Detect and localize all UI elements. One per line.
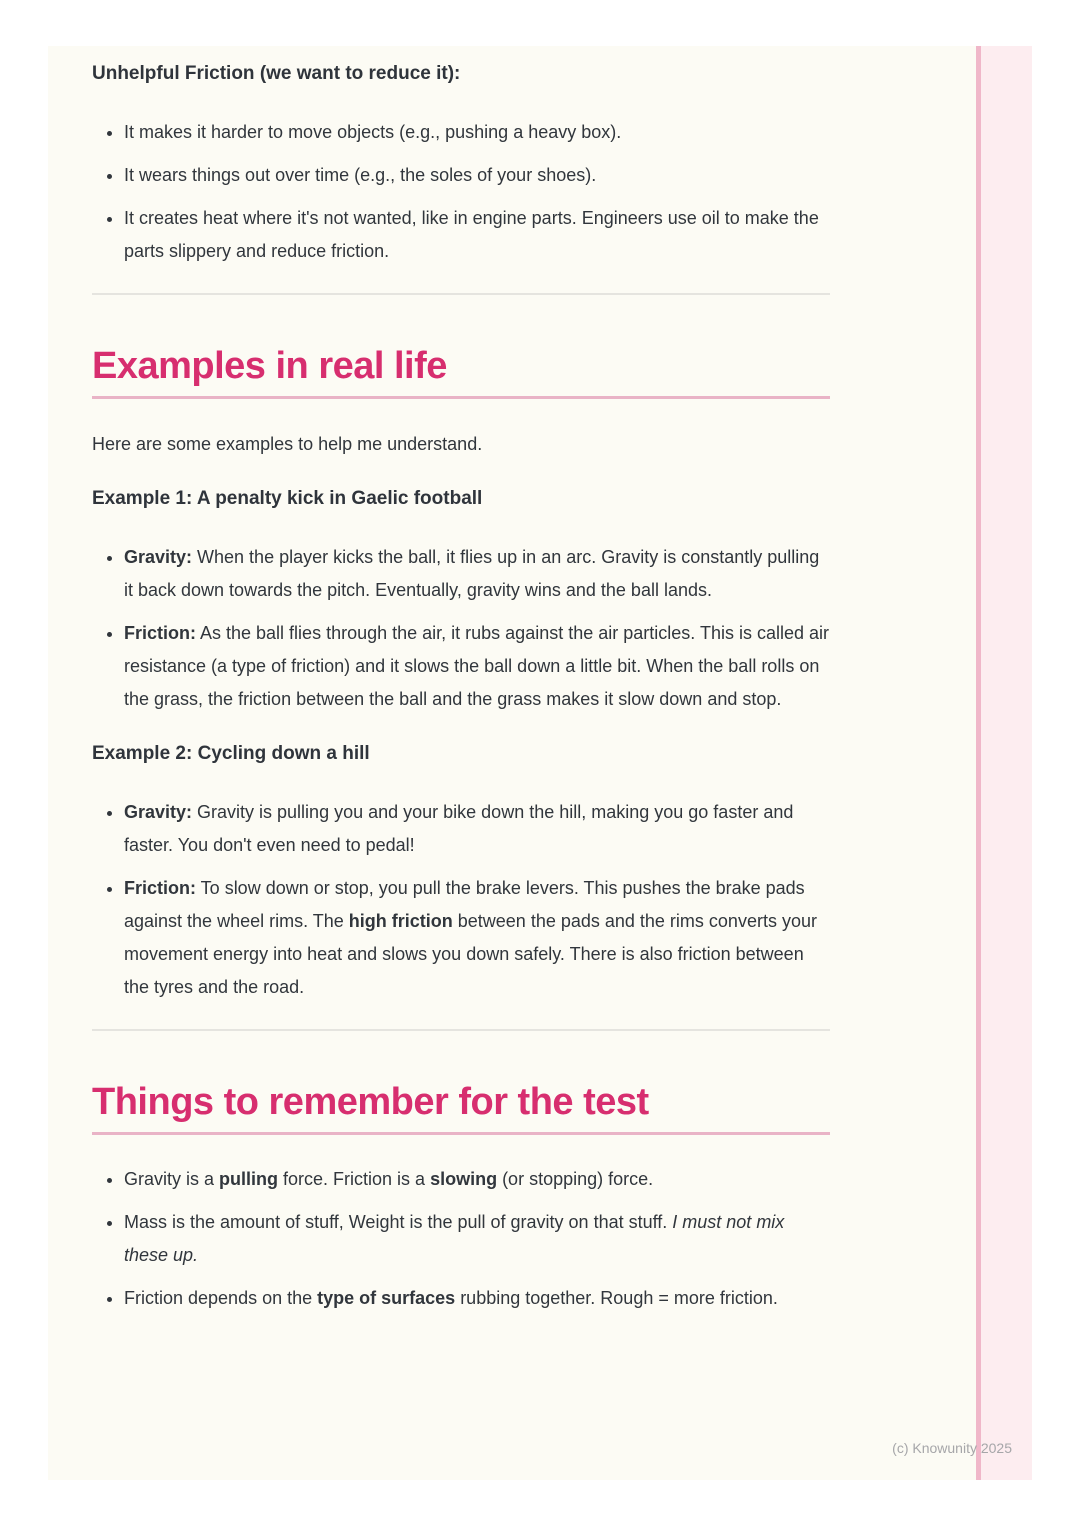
document-page [48,46,1032,1480]
list-item [124,202,830,268]
list-item-text: Gravity is a [124,1169,220,1189]
list-item-text: It creates heat where it's not wanted, like in engine parts. Engineers use oil to make the parts slippery and reduce friction. [124,208,819,261]
list-item-text: Gravity is pulling you and your bike down the hill, making you go faster and faster. You don't even need to pedal! [124,802,794,855]
list-item-text: When the player kicks the ball, it flies up in an arc. Gravity is constantly pulling it back down towards the pitch. Eventually, gravity wins and the ball lands. [124,547,820,600]
bold-label-gravity: Gravity: [124,802,193,822]
list-item-text: It wears things out over time (e.g., the soles of your shoes). [124,165,597,185]
bold-inline-slowing: slowing [430,1169,498,1189]
list-item-text: Mass is the amount of stuff, Weight is the pull of gravity on that stuff. [124,1212,673,1232]
copyright-footer: (c) Knowunity 2025 [892,1440,1012,1456]
list-item [124,1163,830,1196]
list-item-text: As the ball flies through the air, it rubs against the air particles. This is called air resistance (a type of friction) and it slows the ball down a little bit. When the ball rolls on the grass, the friction between the ball and the grass makes it slow down and stop. [124,623,829,709]
things-to-remember-list [92,1163,830,1315]
list-item-text: It makes it harder to move objects (e.g., pushing a heavy box). [124,122,622,142]
list-item-text: force. Friction is a [278,1169,431,1189]
document-content [92,46,830,1315]
list-item [124,159,830,192]
italic-note: I must not mix these up. [124,1212,785,1265]
example-1-list [92,541,830,716]
list-item-text: (or stopping) force. [497,1169,654,1189]
bold-label-gravity: Gravity: [124,547,193,567]
list-item [124,1282,830,1315]
list-item-text: rubbing together. Rough = more friction. [455,1288,778,1308]
section-divider [92,293,830,295]
bold-label-friction: Friction: [124,878,196,898]
section-divider [92,1029,830,1031]
example-2-list [92,796,830,1004]
subheading-unhelpful-friction: Unhelpful Friction (we want to reduce it): [92,63,461,84]
bold-inline-pulling: pulling [219,1169,279,1189]
bold-inline-type-of-surfaces: type of surfaces [317,1288,456,1308]
list-item [124,617,830,716]
section-heading-things-to-remember: Things to remember for the test [92,1081,830,1135]
bold-inline-high-friction: high friction [348,911,453,931]
list-item [124,796,830,862]
list-item [124,116,830,149]
list-item [124,541,830,607]
bold-label-friction: Friction: [124,623,196,643]
subheading-example-2: Example 2: Cycling down a hill [92,743,370,764]
list-item-text: To slow down or stop, you pull the brake levers. This pushes the brake pads against the wheel rims. The [124,878,805,931]
examples-intro-paragraph: Here are some examples to help me understand. [92,434,483,454]
unhelpful-friction-list [92,116,830,268]
list-item-text: Friction depends on the [124,1288,318,1308]
subheading-example-1: Example 1: A penalty kick in Gaelic football [92,488,483,509]
list-item [124,1206,830,1272]
page-right-accent-stripe [976,46,1032,1480]
section-heading-examples: Examples in real life [92,345,830,399]
list-item [124,872,830,1004]
list-item-text: between the pads and the rims converts your movement energy into heat and slows you down safely. There is also friction between the tyres and the road. [124,911,817,997]
